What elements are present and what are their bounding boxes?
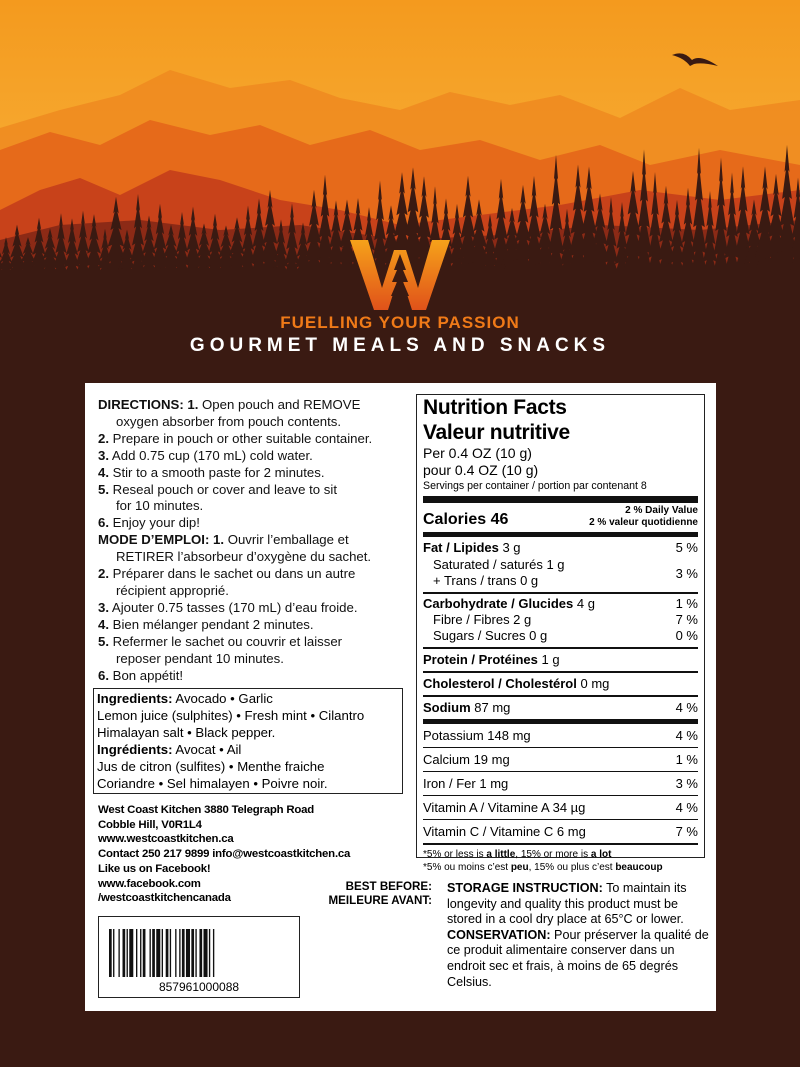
nf-trans-label: + Trans / trans 0 g — [433, 573, 539, 588]
nf-protein-amount: 1 g — [537, 652, 560, 667]
direction-step-text: RETIRER l’absorbeur d’oxygène du sachet. — [116, 549, 372, 565]
nf-calcium-dv: 1 % — [675, 752, 698, 767]
nf-chol-amount: 0 mg — [576, 676, 610, 691]
ingredients-label-en: Ingredients: — [97, 691, 173, 706]
best-before-en: BEST BEFORE: — [345, 880, 432, 893]
direction-line — [98, 431, 416, 448]
direction-step-number: 6. — [98, 515, 109, 531]
website-link[interactable]: www.westcoastkitchen.ca — [98, 833, 234, 846]
direction-step-text: Préparer dans le sachet ou dans un autre — [109, 566, 356, 582]
nf-row-sugars — [423, 628, 698, 644]
direction-line — [98, 448, 416, 465]
nf-sodium-dv: 4 % — [675, 700, 698, 715]
directions-block — [98, 397, 416, 684]
direction-line — [98, 515, 416, 532]
best-before-fr: MEILEURE AVANT: — [328, 894, 432, 907]
direction-step-number: 5. — [98, 481, 109, 497]
storage-instructions — [447, 881, 709, 990]
nf-iron-label: Iron / Fer 1 mg — [423, 776, 509, 791]
storage-text-en: To maintain its longevity and quality this product must be stored in a cool dry place at 65°C or lower. — [447, 881, 687, 927]
nf-trans-dv: 3 % — [675, 566, 698, 581]
nf-foot-bold: a lot — [590, 849, 612, 860]
direction-line — [98, 668, 416, 685]
ingredients-label-fr: Ingrédients: — [97, 741, 173, 757]
nf-title-fr: Valeur nutritive — [423, 421, 570, 444]
nf-chol-label: Cholesterol / Cholestérol — [423, 676, 577, 691]
nf-foot-text: , 15% ou plus c’est — [528, 862, 616, 873]
direction-step-text: Refermer le sachet ou couvrir et laisser — [109, 633, 343, 649]
nf-calories: Calories 46 — [423, 511, 509, 528]
nf-fat-label: Fat / Lipides — [423, 540, 499, 555]
barcode-bars — [109, 929, 289, 979]
nf-row-vitc — [423, 820, 698, 843]
nf-calcium-label: Calcium 19 mg — [423, 752, 510, 767]
nf-dv-en: 2 % Daily Value — [625, 505, 698, 516]
nf-carb-dv: 1 % — [675, 596, 698, 611]
nf-sodium-label: Sodium — [423, 700, 471, 715]
direction-step-text: récipient approprié. — [116, 582, 229, 598]
direction-line — [98, 566, 416, 583]
direction-step-text: Open pouch and REMOVE — [198, 397, 361, 412]
direction-step-number: 3. — [98, 447, 109, 463]
nf-vitc-label: Vitamin C / Vitamine C 6 mg — [423, 824, 586, 839]
ingredients-box — [93, 688, 403, 794]
info-panel — [85, 383, 716, 1011]
nf-row-protein — [423, 649, 698, 671]
direction-step-number: 2. — [98, 566, 109, 582]
direction-step-text: Reseal pouch or cover and leave to sit — [109, 481, 337, 497]
nf-title-en: Nutrition Facts — [423, 396, 567, 419]
direction-line — [98, 414, 416, 431]
direction-line — [98, 651, 416, 668]
direction-line — [98, 482, 416, 499]
nf-row-calcium — [423, 748, 698, 771]
ingredients-line: Lemon juice (sulphites) • Fresh mint • Cilantro — [97, 707, 365, 723]
nf-sugars-label: Sugars / Sucres 0 g — [433, 628, 548, 643]
nf-sat-label: Saturated / saturés 1 g — [433, 557, 565, 572]
company-line: West Coast Kitchen 3880 Telegraph Road — [98, 804, 315, 816]
facebook-link[interactable]: /westcoastkitchencanada — [98, 892, 231, 905]
nf-foot-text: *5% or less is — [423, 849, 487, 860]
tagline-gourmet: GOURMET MEALS AND SNACKS — [189, 335, 611, 356]
tagline-passion: FUELLING YOUR PASSION — [280, 313, 520, 332]
ingredients-line: Jus de citron (sulfites) • Menthe fraiche — [97, 758, 325, 774]
nf-row-potassium — [423, 724, 698, 747]
nf-dv-fr: 2 % valeur quotidienne — [589, 517, 698, 528]
direction-step-text: oxygen absorber from pouch contents. — [116, 413, 342, 429]
direction-step-text: for 10 minutes. — [116, 498, 204, 514]
nf-row-fat — [423, 537, 698, 556]
nf-fat-amount: 3 g — [498, 540, 521, 555]
direction-line — [98, 532, 416, 549]
nutrition-facts — [416, 394, 705, 873]
direction-line — [98, 634, 416, 651]
direction-step-text: reposer pendant 10 minutes. — [116, 650, 284, 666]
direction-step-number: 6. — [98, 667, 109, 683]
nf-per-fr: pour 0.4 OZ (10 g) — [423, 462, 539, 478]
nf-sodium-amount: 87 mg — [470, 700, 511, 715]
nf-vitc-dv: 7 % — [675, 824, 698, 839]
ingredients-line: Avocat • Ail — [172, 741, 242, 757]
barcode-number: 857961000088 — [158, 980, 240, 994]
direction-step-text: Ajouter 0.75 tasses (170 mL) d’eau froide. — [109, 599, 358, 615]
barcode — [98, 916, 300, 998]
direction-step-text: Stir to a smooth paste for 2 minutes. — [109, 464, 325, 480]
storage-label-fr: CONSERVATION: — [447, 927, 551, 942]
company-line: Like us on Facebook! — [98, 862, 211, 875]
direction-line — [98, 498, 416, 515]
direction-line — [98, 583, 416, 600]
nf-row-carb — [423, 594, 698, 612]
direction-step-text: Add 0.75 cup (170 mL) cold water. — [109, 447, 313, 463]
nf-potassium-label: Potassium 148 mg — [423, 728, 531, 743]
direction-step-number: 5. — [98, 633, 109, 649]
direction-line — [98, 465, 416, 482]
nf-iron-dv: 3 % — [675, 776, 698, 791]
nf-calories-row — [423, 496, 698, 529]
nf-foot-bold: peu — [510, 862, 529, 873]
nf-foot-bold: a little — [486, 849, 516, 860]
direction-step-number: 4. — [98, 464, 109, 480]
nf-row-vita — [423, 796, 698, 819]
nf-protein-label: Protein / Protéines — [423, 652, 538, 667]
nf-sugars-dv: 0 % — [675, 628, 698, 643]
nf-fibre-label: Fibre / Fibres 2 g — [433, 612, 532, 627]
nf-row-sodium — [423, 697, 698, 719]
storage-text-fr: Pour préserver la qualité de ce produit alimentaire conserver dans un endroit sec et frais, à moins de 65 degrés Celsius. — [447, 927, 709, 989]
nf-foot-text: , 15% or more is — [515, 849, 591, 860]
direction-line — [98, 617, 416, 634]
nf-row-sat — [423, 557, 698, 573]
nf-row-cholesterol — [423, 673, 698, 695]
storage-label-en: STORAGE INSTRUCTION: — [447, 881, 603, 895]
nf-row-fibre — [423, 612, 698, 628]
direction-line — [98, 600, 416, 617]
nf-row-iron — [423, 772, 698, 795]
direction-step-number: 3. — [98, 599, 109, 615]
facebook-link[interactable]: www.facebook.com — [98, 877, 201, 890]
direction-line — [98, 549, 416, 566]
nf-foot-bold: beaucoup — [615, 862, 663, 873]
nf-servings: Servings per container / portion par contenant 8 — [423, 480, 647, 492]
direction-step-text: Prepare in pouch or other suitable container. — [109, 430, 373, 446]
nf-vita-label: Vitamin A / Vitamine A 34 µg — [423, 800, 586, 815]
nf-fat-dv: 5 % — [675, 540, 698, 555]
ingredients-line: Avocado • Garlic — [172, 691, 273, 706]
nf-carb-label: Carbohydrate / Glucides — [423, 596, 574, 611]
ingredients-line: Coriandre • Sel himalayen • Poivre noir. — [97, 775, 328, 791]
contact-line[interactable]: Contact 250 217 9899 info@westcoastkitchen.ca — [98, 848, 351, 861]
nf-carb-amount: 4 g — [573, 596, 595, 611]
direction-step-number: 4. — [98, 616, 109, 632]
direction-step-text: Ouvrir l’emballage et — [224, 532, 349, 548]
direction-step-number: DIRECTIONS: 1. — [98, 397, 199, 412]
company-line: Cobble Hill, V0R1L4 — [98, 818, 202, 831]
nf-potassium-dv: 4 % — [675, 728, 698, 743]
nf-vita-dv: 4 % — [675, 800, 698, 815]
nf-foot-text: *5% ou moins c’est — [423, 862, 511, 873]
nf-row-trans — [423, 566, 698, 589]
direction-line — [98, 397, 416, 414]
direction-step-text: Bien mélanger pendant 2 minutes. — [109, 616, 314, 632]
ingredients-line: Himalayan salt • Black pepper. — [97, 724, 276, 740]
direction-step-text: Enjoy your dip! — [109, 515, 200, 531]
direction-step-number: 2. — [98, 430, 109, 446]
best-before — [307, 880, 432, 908]
direction-step-number: MODE D’EMPLOI: 1. — [98, 532, 225, 548]
nf-per-en: Per 0.4 OZ (10 g) — [423, 445, 532, 461]
direction-step-text: Bon appétit! — [109, 667, 184, 683]
nf-fibre-dv: 7 % — [675, 612, 698, 627]
nf-footnote — [423, 845, 698, 874]
